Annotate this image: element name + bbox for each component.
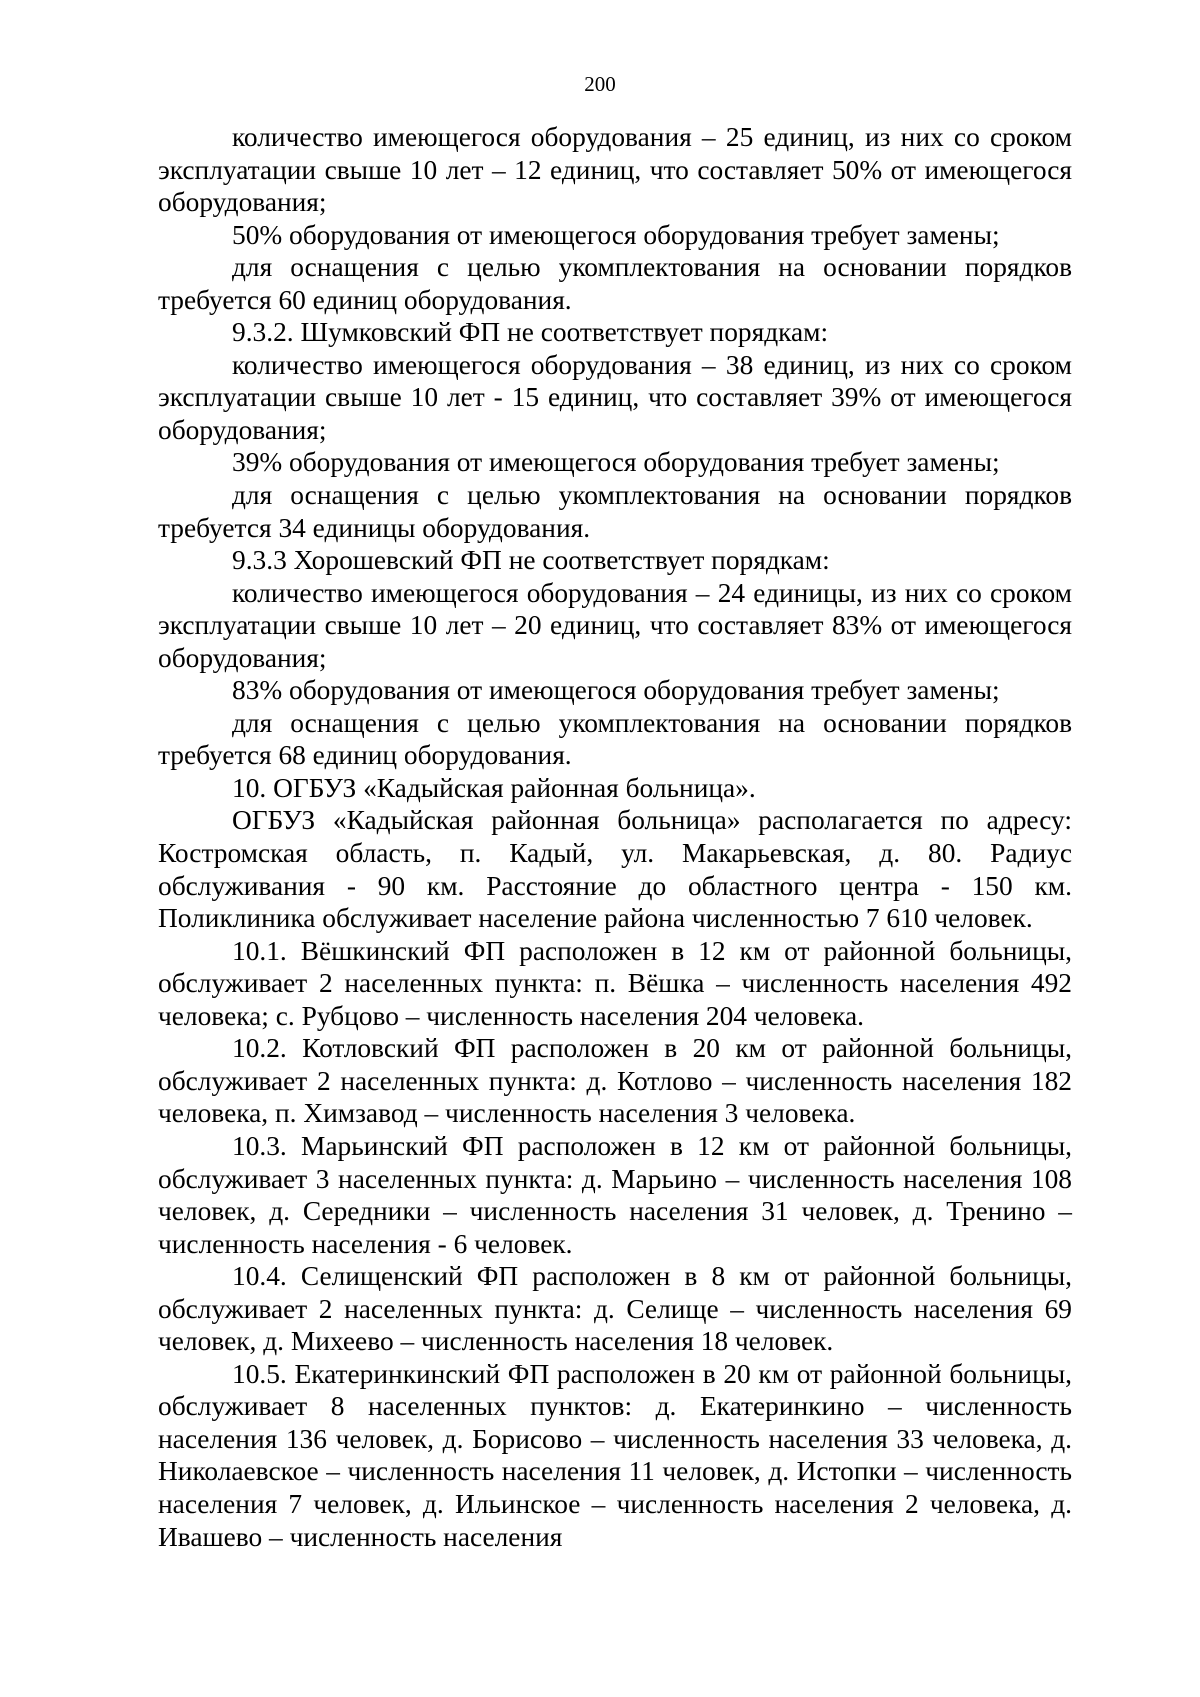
paragraph: количество имеющегося оборудования – 38 единиц, из них со сроком эксплуатации свыше 10 лет - 15 единиц, что составляет 39% от имеющегося оборудования;	[158, 349, 1072, 445]
section-heading: 10. ОГБУЗ «Кадыйская районная больница».	[232, 772, 756, 803]
section-heading: 9.3.3 Хорошевский ФП не соответствует порядкам:	[232, 545, 830, 576]
section-heading: 9.3.2. Шумковский ФП не соответствует порядкам:	[232, 317, 829, 348]
paragraph: для оснащения с целью укомплектования на основании порядков требуется 60 единиц оборудования.	[158, 252, 1072, 315]
document-body	[158, 121, 1072, 1553]
paragraph: количество имеющегося оборудования – 24 единицы, из них со сроком эксплуатации свыше 10 лет – 20 единиц, что составляет 83% от имеющегося оборудования;	[158, 577, 1072, 673]
paragraph: для оснащения с целью укомплектования на основании порядков требуется 34 единицы оборудования.	[158, 480, 1072, 543]
paragraph: ОГБУЗ «Кадыйская районная больница» располагается по адресу: Костромская область, п. Кадый, ул. Макарьевская, д. 80. Радиус обслуживания - 90 км. Расстояние до областного центра - 150 км. Поликлиника обслуживает население района численностью 7 610 человек.	[158, 805, 1072, 934]
paragraph: для оснащения с целью укомплектования на основании порядков требуется 68 единиц оборудования.	[158, 707, 1072, 771]
paragraph: 10.2. Котловский ФП расположен в 20 км от районной больницы, обслуживает 2 населенных пункта: д. Котлово – численность населения 182 человека, п. Химзавод – численность населения 3 человека.	[158, 1033, 1072, 1129]
page-number: 200	[584, 72, 616, 96]
paragraph: 10.4. Селищенский ФП расположен в 8 км от районной больницы, обслуживает 2 населенных пункта: д. Селище – численность населения 69 человек, д. Михеево – численность населения 18 человек.	[158, 1261, 1072, 1357]
paragraph: 10.1. Вёшкинский ФП расположен в 12 км от районной больницы, обслуживает 2 населенных пункта: п. Вёшка – численность населения 492 человека; с. Рубцово – численность населения 204 человека.	[158, 935, 1072, 1031]
paragraph: 10.3. Марьинский ФП расположен в 12 км от районной больницы, обслуживает 3 населенных пункта: д. Марьино – численность населения 108 человек, д. Середники – численность населения 31 человек, д. Тренино – численность населения - 6 человек.	[158, 1130, 1072, 1259]
paragraph: 50% оборудования от имеющегося оборудования требует замены;	[232, 219, 1000, 250]
paragraph: 39% оборудования от имеющегося оборудования требует замены;	[232, 447, 1000, 478]
paragraph: 83% оборудования от имеющегося оборудования требует замены;	[232, 675, 1000, 706]
paragraph: количество имеющегося оборудования – 25 единиц, из них со сроком эксплуатации свыше 10 лет – 12 единиц, что составляет 50% от имеющегося оборудования;	[158, 122, 1072, 218]
paragraph: 10.5. Екатеринкинский ФП расположен в 20 км от районной больницы, обслуживает 8 населенных пунктов: д. Екатеринкино – численность населения 136 человек, д. Борисово – численность населения 33 человека, д. Николаевское – численность населения 11 человек, д. Истопки – численность населения 7 человек, д. Ильинское – численность населения 2 человека, д. Ивашево – численность населения	[158, 1358, 1072, 1552]
